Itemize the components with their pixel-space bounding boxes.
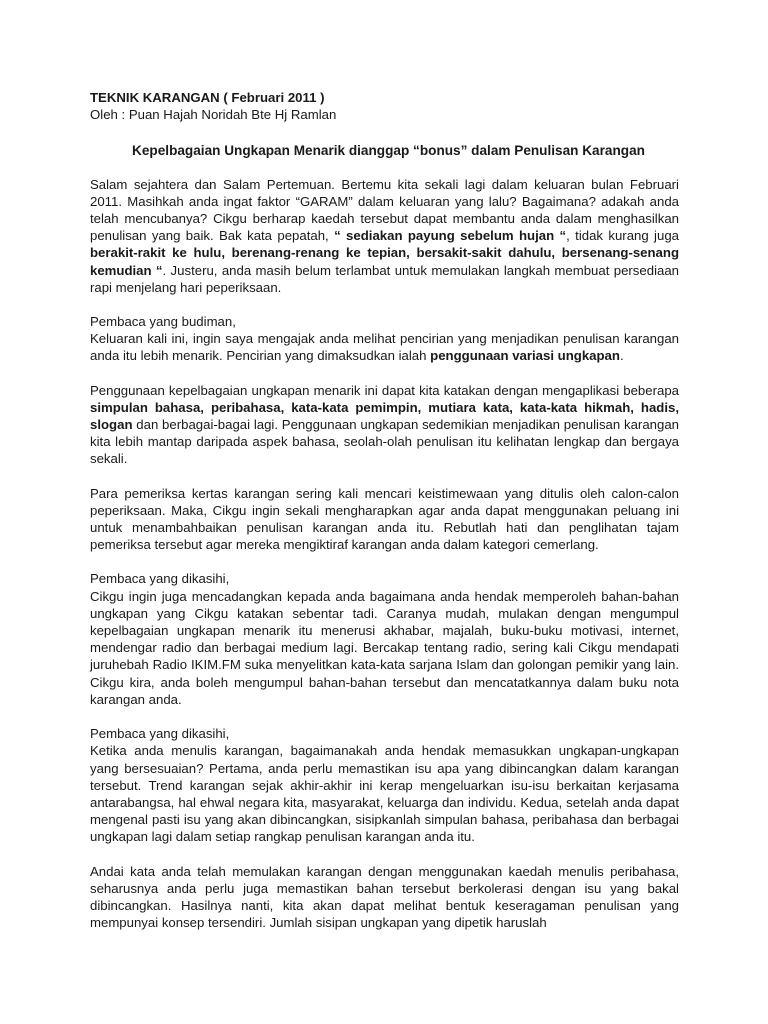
paragraph-andai: Andai kata anda telah memulakan karangan dengan menggunakan kaedah menulis peribahasa, seharusnya anda perlu juga memastikan bahan tersebut berkolerasi dengan isu yang bakal dibincangkan. Hasilnya nanti, kita akan dapat melihat bentuk keseragaman penulisan yang mempunyai konsep tersendiri. Jumlah sisipan ungkapan yang dipetik haruslah [90, 863, 679, 931]
p2-text-b: . [619, 348, 624, 364]
p1-text-a: Salam sejahtera dan Salam Pertemuan. Bertemu kita sekali lagi dalam keluaran bulan Februari 2011. Masihkah anda ingat faktor “GARAM” dalam keluaran yang lalu? Bagaimana? adakah anda telah mencubanya? Cikgu berharap kaedah tersebut dapat membantu anda dalam menghasilkan penulisan yang baik. Bak kata pepatah, [90, 176, 679, 244]
p1-text-b: , tidak kurang juga [566, 228, 679, 244]
p6-text: Ketika anda menulis karangan, bagaimanakah anda hendak memasukkan ungkapan-ungkapan yang bersesuaian? Pertama, anda perlu memastikan isu apa yang dibincangkan dalam karangan tersebut. Trend karangan sejak akhir-akhir ini kerap mengeluarkan isu-isu berkaitan kerjasama antarabangsa, hal ehwal negara kita, masyarakat, keluarga dan individu. Kedua, setelah anda dapat mengenal pasti isu yang akan dibincangkan, sisipkanlah simpulan bahasa, peribahasa dan berbagai ungkapan lagi dalam setiap rangkap penulisan karangan anda itu. [90, 743, 679, 845]
paragraph-menulis [90, 725, 679, 845]
paragraph-intro [90, 176, 679, 296]
p3-text-a: Penggunaan kepelbagaian ungkapan menarik ini dapat kita katakan dengan mengaplikasi beberapa [90, 382, 679, 398]
p1-text-c: . Justeru, anda masih belum terlambat untuk memulakan langkah membuat persediaan rapi menjelang hari peperiksaan. [90, 262, 679, 295]
document-content [90, 89, 679, 948]
paragraph-bahan [90, 570, 679, 708]
p2-text-a: Keluaran kali ini, ingin saya mengajak anda melihat pencirian yang menjadikan penulisan karangan anda itu lebih menarik. Pencirian yang dimaksudkan ialah [90, 331, 679, 364]
paragraph-penggunaan [90, 382, 679, 468]
greeting: Pembaca yang dikasihi, [90, 571, 230, 587]
p1-bold-proverb-long: berakit-rakit ke hulu, berenang-renang ke tepian, bersakit-sakit dahulu, bersenang-senang kemudian “ [90, 245, 679, 278]
p1-bold-proverb: “ sediakan payung sebelum hujan “ [334, 228, 567, 244]
header-title: TEKNIK KARANGAN ( Februari 2011 ) [90, 90, 325, 105]
p3-text-b: dan berbagai-bagai lagi. Penggunaan ungkapan sedemikian menjadikan penulisan karangan kita lebih mantap daripada aspek bahasa, seolah-olah penulisan itu kelihatan lengkap dan bergaya sekali. [90, 417, 679, 467]
article-title: Kepelbagaian Ungkapan Menarik dianggap “bonus” dalam Penulisan Karangan [132, 143, 645, 159]
p5-text: Cikgu ingin juga mencadangkan kepada anda bagaimana anda hendak memperoleh bahan-bahan ungkapan yang Cikgu katakan sebentar tadi. Caranya mudah, mulakan dengan mengumpul kepelbagaian ungkapan menarik itu menerusi akhabar, majalah, buku-buku motivasi, internet, mendengar radio dan berbagai medium lagi. Bercakap tentang radio, sering kali Cikgu mendapati juruhebah Radio IKIM.FM suka menyelitkan kata-kata sarjana Islam dan golongan pemikir yang lain. Cikgu kira, anda boleh mengumpul bahan-bahan tersebut dan mencatatkannya dalam buku nota karangan anda. [90, 588, 679, 707]
greeting: Pembaca yang dikasihi, [90, 726, 230, 742]
greeting: Pembaca yang budiman, [90, 314, 236, 330]
paragraph-variasi [90, 313, 679, 365]
p2-bold: penggunaan variasi ungkapan [430, 348, 620, 364]
paragraph-pemeriksa: Para pemeriksa kertas karangan sering kali mencari keistimewaan yang ditulis oleh calon-calon peperiksaan. Maka, Cikgu ingin sekali mengharapkan agar anda dapat menggunakan peluang ini untuk menambahbaikan penulisan karangan anda itu. Rebutlah hati dan penglihatan tajam pemeriksa tersebut agar mereka mengiktiraf karangan anda dalam kategori cemerlang. [90, 485, 679, 553]
p3-bold-list: simpulan bahasa, peribahasa, kata-kata pemimpin, mutiara kata, kata-kata hikmah, hadis, slogan [90, 399, 679, 433]
header-author: Oleh : Puan Hajah Noridah Bte Hj Ramlan [90, 107, 337, 123]
